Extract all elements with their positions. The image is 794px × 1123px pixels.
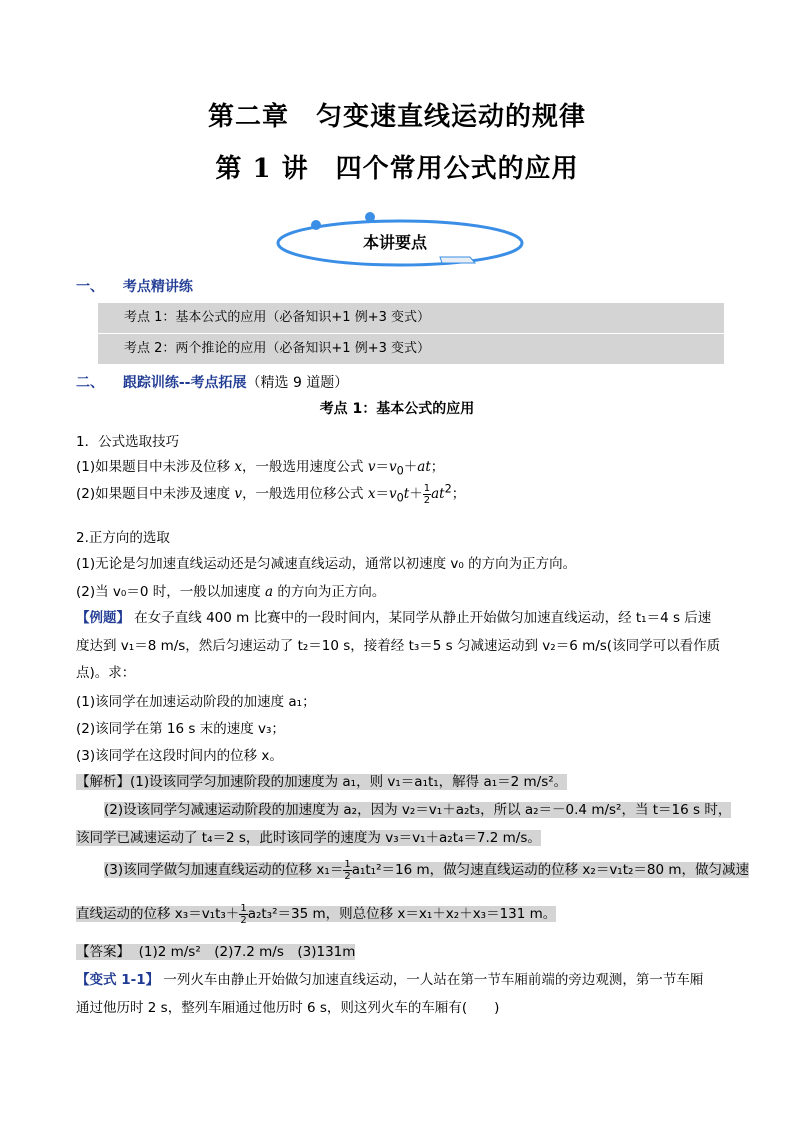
section1-heading (76, 276, 193, 296)
body-line-1: 1．公式选取技巧 (76, 434, 180, 450)
body-line-4: 2.正方向的选取 (76, 530, 170, 546)
section2-note: （精选 9 道题） (246, 375, 349, 391)
example-line-3: 点)。求： (76, 665, 136, 681)
example-line-2: 度达到 v₁＝8 m/s，然后匀速运动了 t₂＝10 s，接着经 t₃＝5 s 匀减速运动到 v₂＝6 m/s(该同学可以看作质 (76, 638, 721, 654)
solution-line-4: (3)该同学做匀加速直线运动的位移 x₁＝ $\frac{1}{2}$ a₁t₁²＝16 m，做匀速直线运动的位移 x₂＝v₁t₂＝80 m，做匀减速 (104, 858, 750, 882)
solution-line-2: (2)设该同学匀减速运动阶段的加速度为 a₂，因为 v₂＝v₁＋a₂t₃，所以 a₂＝－0.4 m/s²，当 t＝16 s 时， (104, 802, 732, 818)
answer-tag: 【答案】 (76, 944, 130, 960)
variant-tag: 【变式 1-1】 (76, 972, 160, 988)
topic-heading: 考点 1：基本公式的应用 (319, 401, 475, 417)
solution-line-1: 【解析】(1)设该同学匀加速阶段的加速度为 a₁，则 v₁＝a₁t₁，解得 a₁＝2 m/s²。 (76, 774, 568, 790)
section1-number: 一、 (76, 279, 104, 295)
body-line-5: (1)无论是匀加速直线运动还是匀减速直线运动，通常以初速度 v₀ 的方向为正方向。 (76, 556, 577, 572)
solution-line-5: 直线运动的位移 x₃＝v₁t₃＋ $\frac{1}{2}$ a₂t₃²＝35 m，则总位移 x＝x₁＋x₂＋x₃＝131 m。 (76, 902, 557, 926)
example-line-1: 【例题】 在女子直线 400 m 比赛中的一段时间内，某同学从静止开始做匀加速直线运动，经 t₁＝4 s 后速 (76, 610, 712, 626)
section1-title: 考点精讲练 (122, 279, 193, 295)
section2-number: 二、 (76, 375, 104, 391)
variant-line-1: 【变式 1-1】 一列火车由静止开始做匀加速直线运动，一人站在第一节车厢前端的旁边观测，第一节车厢 (76, 972, 704, 988)
lecture-title: 第 1 讲 四个常用公式的应用 (215, 154, 579, 184)
variant-line-2: 通过他历时 2 s，整列车厢通过他历时 6 s，则这列火车的车厢有( ) (76, 1000, 500, 1016)
body-line-2: (1)如果题目中未涉及位移 x，一般选用速度公式 $v=v_0+at$； (76, 459, 445, 478)
solution-line-3: 该同学已减速运动了 t₄＝2 s，此时该同学的速度为 v₃＝v₁＋a₂t₄＝7.2 m/s。 (76, 830, 541, 846)
question-3: (3)该同学在这段时间内的位移 x。 (76, 748, 283, 764)
question-1: (1)该同学在加速运动阶段的加速度 a₁； (76, 694, 316, 710)
example-tag: 【例题】 (76, 610, 130, 626)
topic-item-1[interactable]: 考点 1：基本公式的应用（必备知识+1 例+3 变式） (98, 303, 724, 333)
badge-label: 本讲要点 (362, 233, 427, 252)
chapter-title: 第二章 匀变速直线运动的规律 (207, 102, 586, 132)
section2-title: 跟踪训练--考点拓展 (122, 375, 247, 391)
topic-item-2[interactable]: 考点 2：两个推论的应用（必备知识+1 例+3 变式） (98, 334, 724, 364)
question-2: (2)该同学在第 16 s 末的速度 v₃； (76, 721, 285, 737)
solution-tag: 【解析】 (76, 774, 130, 790)
body-line-3: (2)如果题目中未涉及速度 v，一般选用位移公式 $x=v_0t+$ $\frac{1}{2}$ $at^2$； (76, 482, 466, 506)
section2-heading (76, 372, 348, 392)
body-line-6: (2)当 v₀＝0 时，一般以加速度 a 的方向为正方向。 (76, 584, 386, 600)
answer-line: 【答案】 (1)2 m/s² (2)7.2 m/s (3)131m (76, 944, 356, 960)
